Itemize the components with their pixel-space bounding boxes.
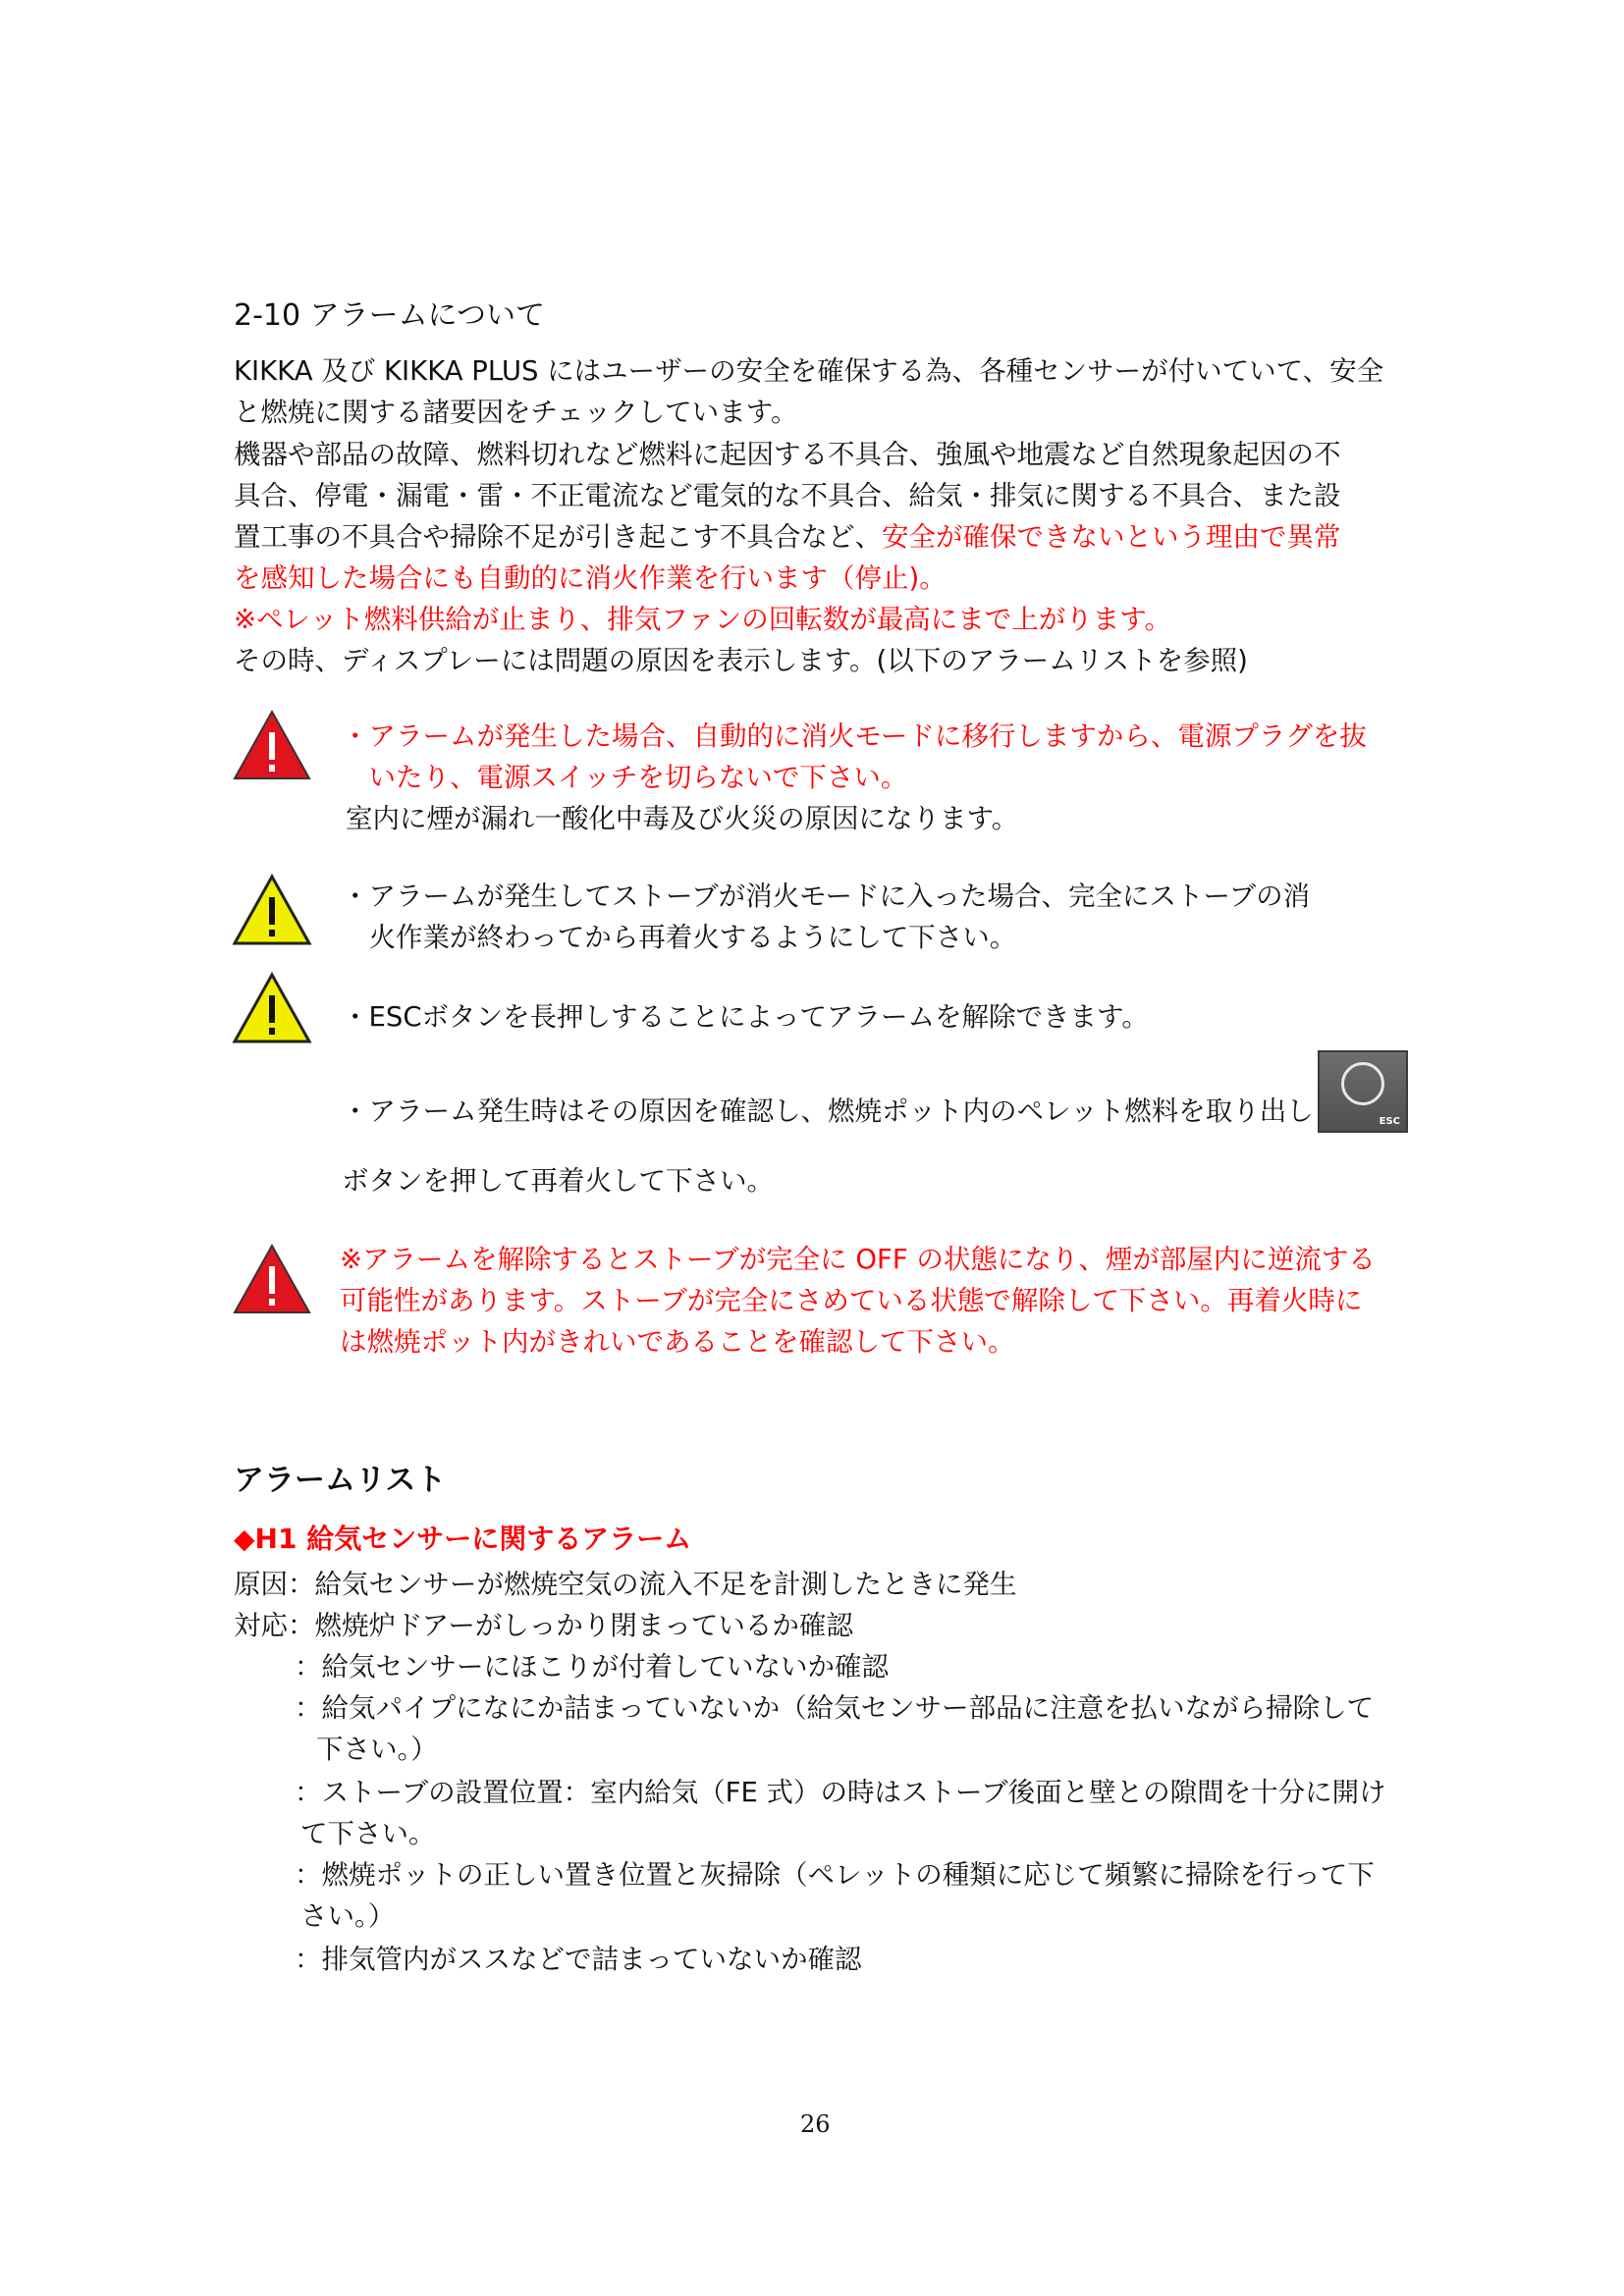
esc-label: ESC xyxy=(1379,1116,1400,1127)
alarm-response: ：排気管内がススなどで詰まっていないか確認 xyxy=(295,1944,862,1975)
instruction-line: ・アラーム発生時はその原因を確認し、燃焼ポット内のペレット燃料を取り出し xyxy=(342,1095,1314,1127)
warning-line: 室内に煙が漏れ一酸化中毒及び火災の原因になります。 xyxy=(346,803,1019,834)
esc-button-icon xyxy=(1318,1050,1408,1133)
intro-note-line: ※ペレット燃料供給が止まり、排気ファンの回転数が最高にまで上がります。 xyxy=(234,604,1172,635)
alarm-h1-heading: ◆H1 給気センサーに関するアラーム xyxy=(234,1522,692,1555)
alarm-list-heading: アラームリスト xyxy=(234,1463,447,1498)
caution-line: ・アラームが発生してストーブが消火モードに入った場合、完全にストーブの消 xyxy=(342,881,1311,912)
warning-triangle-red-icon xyxy=(232,1243,312,1315)
intro-emphasis-line: を感知した場合にも自動的に消火作業を行います（停止)。 xyxy=(234,562,947,594)
intro-line xyxy=(234,517,1341,557)
alarm-response: ：給気パイプになにか詰まっていないか（給気センサー部品に注意を払いながら掃除して xyxy=(295,1692,1375,1724)
alarm-response: 対応：燃焼炉ドアーがしっかり閉まっているか確認 xyxy=(234,1610,853,1641)
alarm-response-cont: さい。） xyxy=(300,1900,396,1932)
alarm-response-cont: 下さい。） xyxy=(316,1734,438,1765)
alarm-response: ：ストーブの設置位置：室内給気（FE 式）の時はストーブ後面と壁との隙間を十分に開け xyxy=(295,1777,1386,1808)
intro-line: と燃焼に関する諸要因をチェックしています。 xyxy=(234,397,798,428)
warning-triangle-red-icon xyxy=(232,709,312,781)
intro-line: 具合、停電・漏電・雷・不正電流など電気的な不具合、給気・排気に関する不具合、また設 xyxy=(234,480,1341,511)
warning-line: ※アラームを解除するとストーブが完全に OFF の状態になり、煙が部屋内に逆流する xyxy=(340,1244,1376,1275)
section-title: 2-10 アラームについて xyxy=(234,298,546,333)
alarm-response: ：燃焼ポットの正しい置き位置と灰掃除（ペレットの種類に応じて頻繁に掃除を行って下 xyxy=(295,1859,1375,1891)
page-number: 26 xyxy=(800,2110,831,2138)
intro-text: 置工事の不具合や掃除不足が引き起こす不具合など、 xyxy=(234,521,882,553)
caution-line: ・ESCボタンを長押しすることによってアラームを解除できます。 xyxy=(342,1001,1149,1033)
power-icon xyxy=(1341,1062,1384,1105)
alarm-cause: 原因：給気センサーが燃焼空気の流入不足を計測したときに発生 xyxy=(234,1569,1017,1600)
caution-line: 火作業が終わってから再着火するようにして下さい。 xyxy=(342,922,1017,953)
alarm-response-cont: て下さい。 xyxy=(300,1818,436,1849)
alarm-response: ：給気センサーにほこりが付着していないか確認 xyxy=(295,1651,889,1682)
warning-line: ・アラームが発生した場合、自動的に消火モードに移行しますから、電源プラグを抜 xyxy=(342,721,1367,752)
instruction-line: ボタンを押して再着火して下さい。 xyxy=(342,1165,774,1197)
intro-line: 機器や部品の故障、燃料切れなど燃料に起因する不具合、強風や地震など自然現象起因の不 xyxy=(234,439,1341,470)
caution-triangle-yellow-icon xyxy=(232,874,312,946)
intro-emphasis: 安全が確保できないという理由で異常 xyxy=(882,521,1341,553)
warning-line: は燃焼ポット内がきれいであることを確認して下さい。 xyxy=(340,1326,1015,1358)
caution-triangle-yellow-icon xyxy=(232,972,312,1044)
warning-line: いたり、電源スイッチを切らないで下さい。 xyxy=(342,762,908,793)
intro-line: KIKKA 及び KIKKA PLUS にはユーザーの安全を確保する為、各種センサーが付いていて、安全 xyxy=(234,355,1384,387)
intro-line: その時、ディスプレーには問題の原因を表示します。(以下のアラームリストを参照) xyxy=(234,645,1248,676)
warning-line: 可能性があります。ストーブが完全にさめている状態で解除して下さい。再着火時に xyxy=(340,1285,1363,1316)
